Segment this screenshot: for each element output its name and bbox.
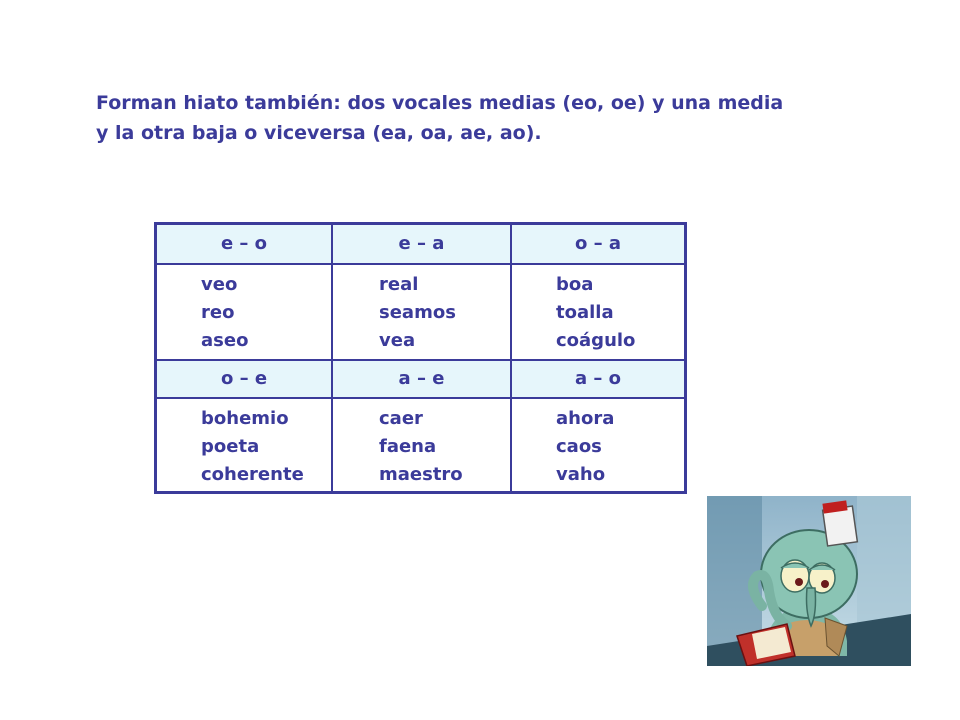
word: faena <box>379 436 437 457</box>
word-list <box>556 271 635 355</box>
word: toalla <box>556 302 614 323</box>
word-list <box>201 405 304 489</box>
word: caos <box>556 436 602 457</box>
header-cell: o – e <box>220 368 268 389</box>
intro-line-2: y la otra baja o viceversa (ea, oa, ae, ao). <box>96 122 542 144</box>
word: bohemio <box>201 408 289 429</box>
row-divider-3 <box>157 397 684 399</box>
hiatus-table <box>154 222 687 494</box>
word: veo <box>201 274 238 295</box>
word-list <box>379 405 463 489</box>
word: vaho <box>556 464 606 485</box>
header-cell: e – a <box>398 233 445 254</box>
word: caer <box>379 408 423 429</box>
word: coágulo <box>556 330 636 351</box>
word-list <box>201 271 248 355</box>
header-cell: o – a <box>574 233 622 254</box>
word-list <box>379 271 456 355</box>
word: aseo <box>201 330 249 351</box>
header-cell: a – e <box>398 368 445 389</box>
word: poeta <box>201 436 260 457</box>
word: coherente <box>201 464 304 485</box>
row-divider-1 <box>157 263 684 265</box>
intro-line-1: Forman hiato también: dos vocales medias (eo, oe) y una media <box>96 92 784 114</box>
word: vea <box>379 330 416 351</box>
word: real <box>379 274 419 295</box>
word: seamos <box>379 302 456 323</box>
header-cell: a – o <box>574 368 622 389</box>
word: ahora <box>556 408 615 429</box>
word: boa <box>556 274 594 295</box>
intro-text <box>96 88 896 148</box>
cartoon-character-reading-icon <box>707 496 911 666</box>
word: maestro <box>379 464 463 485</box>
header-cell: e – o <box>220 233 268 254</box>
word-list <box>556 405 614 489</box>
word: reo <box>201 302 235 323</box>
